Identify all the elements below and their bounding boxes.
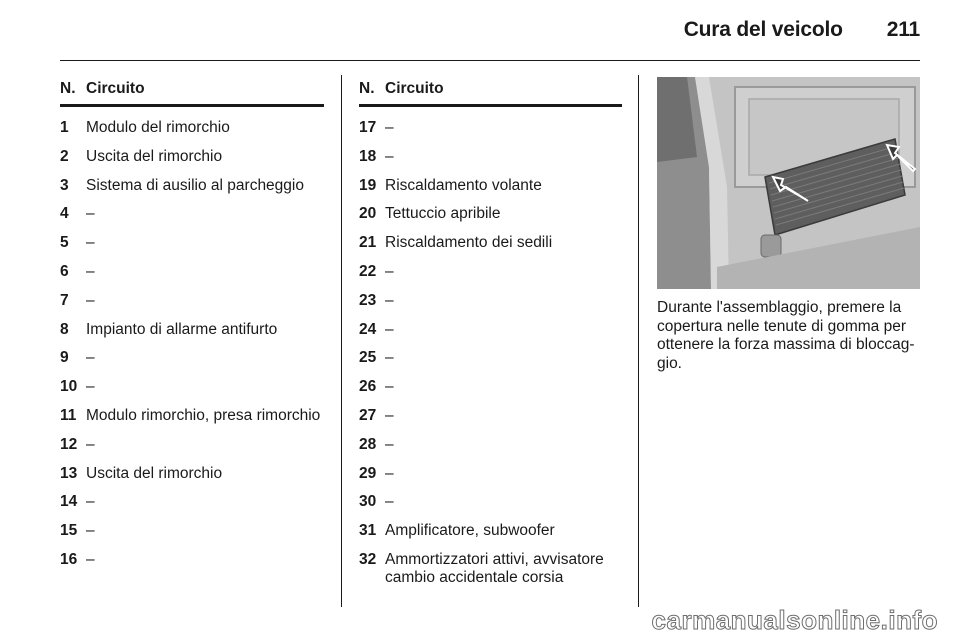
circuit-name: Uscita del rimorchio	[86, 464, 223, 482]
fuse-number: 1	[60, 119, 69, 136]
fuse-number: 27	[359, 406, 377, 424]
table-row	[359, 148, 622, 166]
table-row	[60, 493, 324, 511]
circuit-name: –	[385, 464, 394, 482]
circuit-name: –	[385, 147, 394, 165]
circuit-name: –	[86, 205, 95, 223]
fuse-number: 25	[359, 349, 377, 367]
fuse-table-left	[60, 80, 324, 569]
table-header	[359, 80, 622, 107]
fuse-number: 8	[60, 320, 69, 338]
table-row	[359, 522, 622, 540]
table-row	[359, 292, 622, 310]
fuse-number: 29	[359, 464, 377, 482]
circuit-name: –	[86, 522, 95, 540]
circuit-name: Riscaldamento dei sedili	[385, 234, 553, 252]
circuit-name: –	[385, 119, 394, 136]
circuit-name: Modulo rimorchio, presa rimorchio	[86, 406, 321, 424]
circuit-name: –	[385, 493, 394, 511]
table-row	[60, 119, 324, 137]
circuit-name: Uscita del rimorchio	[86, 147, 223, 165]
fuse-number: 6	[60, 262, 69, 280]
fuse-number: 20	[359, 205, 377, 223]
fuse-number: 24	[359, 320, 377, 338]
circuit-name: –	[86, 349, 95, 367]
table-row	[60, 321, 324, 339]
circuit-name: Riscaldamento volante	[385, 176, 542, 194]
table-row	[359, 407, 622, 425]
table-row	[60, 465, 324, 483]
table-row	[60, 522, 324, 540]
table-row	[60, 205, 324, 223]
page-header	[684, 18, 920, 42]
table-row	[359, 321, 622, 339]
circuit-name: Amplificatore, subwoofer	[385, 522, 555, 540]
fuse-number: 16	[60, 550, 78, 568]
circuit-name: –	[86, 234, 95, 252]
fuse-number: 9	[60, 349, 69, 367]
table-row	[60, 292, 324, 310]
column-header-circuit: Circuito	[86, 80, 145, 97]
fuse-number: 23	[359, 291, 377, 309]
fuse-number: 12	[60, 435, 78, 453]
table-row	[359, 349, 622, 367]
fuse-number: 18	[359, 147, 377, 165]
table-row	[60, 263, 324, 281]
fuse-number: 11	[60, 406, 77, 424]
table-row	[60, 234, 324, 252]
fuse-cover-photo	[657, 77, 920, 289]
table-row	[359, 436, 622, 454]
table-header	[60, 80, 324, 107]
watermark: carmanualsonline.info	[651, 605, 938, 635]
section-title: Cura del veicolo	[683, 18, 843, 41]
table-row	[60, 148, 324, 166]
fuse-number: 17	[359, 119, 377, 136]
table-row	[359, 177, 622, 195]
column-header-circuit: Circuito	[385, 80, 444, 97]
table-row	[359, 205, 622, 223]
fuse-table-right	[359, 80, 622, 587]
circuit-name: –	[86, 435, 95, 453]
fuse-number: 2	[60, 147, 69, 165]
circuit-name: Ammortizzatori attivi, avvisatore cambio accidentale corsia	[385, 550, 604, 586]
circuit-name: Sistema di ausilio al parcheggio	[86, 176, 304, 194]
circuit-name: –	[385, 406, 394, 424]
circuit-name: –	[86, 378, 95, 396]
circuit-name: Impianto di allarme antifurto	[86, 320, 278, 338]
circuit-name: –	[385, 349, 394, 367]
table-row	[359, 493, 622, 511]
fuse-number: 30	[359, 493, 377, 511]
table-row	[359, 378, 622, 396]
circuit-name: –	[86, 291, 95, 309]
page-number: 211	[886, 18, 920, 41]
circuit-name: –	[385, 320, 394, 338]
column-divider	[638, 75, 639, 607]
fuse-number: 4	[60, 205, 69, 223]
table-row	[60, 551, 324, 569]
table-row	[359, 119, 622, 137]
fuse-number: 13	[60, 464, 78, 482]
fuse-number: 26	[359, 378, 377, 396]
circuit-name: –	[385, 291, 394, 309]
table-row	[60, 378, 324, 396]
fuse-number: 10	[60, 378, 78, 396]
fuse-number: 21	[359, 234, 377, 252]
table-row	[359, 551, 622, 587]
circuit-name: –	[385, 378, 394, 396]
table-row	[359, 234, 622, 252]
table-row	[60, 177, 324, 195]
fuse-number: 3	[60, 176, 69, 194]
fuse-number: 15	[60, 522, 78, 540]
column-header-number: N.	[359, 80, 375, 97]
table-row	[359, 465, 622, 483]
circuit-name: Modulo del rimorchio	[86, 119, 230, 136]
header-rule	[60, 60, 920, 61]
fuse-number: 22	[359, 262, 377, 280]
column-header-number: N.	[60, 80, 76, 97]
caption-text: Durante l'assemblaggio, premere la copertura nelle tenute di gomma per ottenere la forza massima di bloccag-gio.	[657, 299, 915, 372]
fuse-number: 14	[60, 493, 78, 511]
table-row	[359, 263, 622, 281]
table-row	[60, 436, 324, 454]
circuit-name: –	[385, 435, 394, 453]
fuse-number: 5	[60, 234, 69, 252]
circuit-name: –	[86, 493, 95, 511]
fuse-number: 32	[359, 550, 377, 568]
column-divider	[341, 75, 342, 607]
table-row	[60, 407, 324, 425]
table-row	[60, 349, 324, 367]
fuse-number: 19	[359, 176, 377, 194]
circuit-name: Tettuccio apribile	[385, 205, 501, 223]
fuse-number: 31	[359, 522, 377, 540]
circuit-name: –	[86, 262, 95, 280]
fuse-number: 28	[359, 435, 377, 453]
fuse-number: 7	[60, 291, 69, 309]
circuit-name: –	[385, 262, 394, 280]
circuit-name: –	[86, 550, 95, 568]
